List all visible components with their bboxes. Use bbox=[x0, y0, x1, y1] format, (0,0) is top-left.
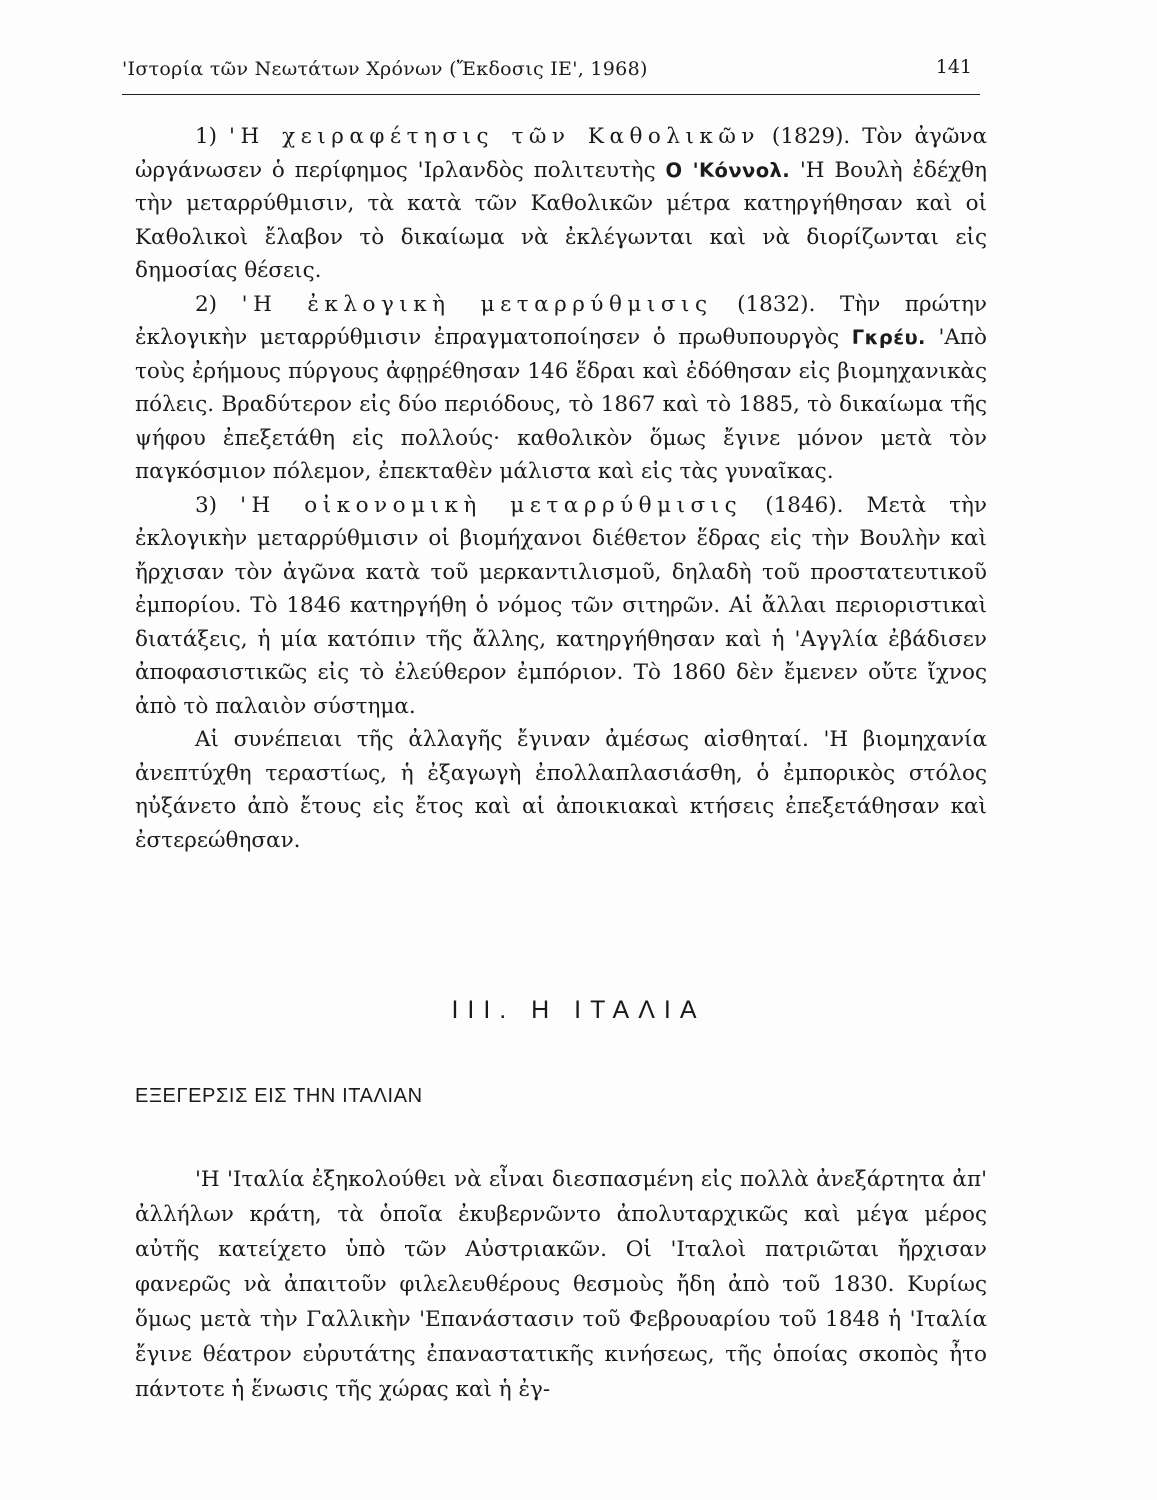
paragraph-text: Μετὰ τὴν ἐκλογικὴν μεταρρύθμισιν οἱ βιομήχανοι διέθετον ἕδρας εἰς τὴν Βουλὴν καὶ ἤρχισαν τὸν ἀγῶνα κατὰ τοῦ μερκαντιλισμοῦ, δηλαδὴ τοῦ προστατευτικοῦ ἐμπορίου. Τὸ 1846 κατηργήθη ὁ νόμος τῶν σιτηρῶν. Αἱ ἄλλαι περιοριστικαὶ διατάξεις, ἡ μία κατόπιν τῆς ἄλλης, κατηργήθησαν καὶ ἡ 'Αγγλία ἐβάδισεν ἀποφασιστικῶς εἰς τὸ ἐλεύθερον ἐμπόριον. Τὸ 1860 δὲν ἔμενεν οὔτε ἴχνος ἀπὸ τὸ παλαιὸν σύστημα. bbox=[135, 492, 987, 719]
paragraph-italy: 'Η 'Ιταλία ἐξηκολούθει νὰ εἶναι διεσπασμένη εἰς πολλὰ ἀνεξάρτητα ἀπ' ἀλλήλων κράτη, τὰ ὁποῖα ἐκυβερνῶντο ἀπολυταρχικῶς καὶ μέγα μέρος αὐτῆς κατείχετο ὑπὸ τῶν Αὐστριακῶν. Οἱ 'Ιταλοὶ πατριῶται ἤρχισαν φανερῶς νὰ ἀπαιτοῦν φιλελευθέρους θεσμοὺς ἤδη ἀπὸ τοῦ 1830. Κυρίως ὅμως μετὰ τὴν Γαλλικὴν 'Επανάστασιν τοῦ Φεβρουαρίου τοῦ 1848 ἡ 'Ιταλία ἔγινε θέατρον εὐρυτάτης ἐπαναστατικῆς κινήσεως, τῆς ὁποίας σκοπὸς ἦτο πάντοτε ἡ ἕνωσις τῆς χώρας καὶ ἡ ἐγ- bbox=[135, 1167, 987, 1402]
person-name: Ο 'Κόννολ. bbox=[665, 158, 791, 182]
item-heading: 'Η χειραφέτησις τῶν Καθολικῶν bbox=[229, 124, 760, 149]
paragraph-text: 'Η Βουλὴ ἐδέχθη τὴν μεταρρύθμισιν, τὰ κατὰ τῶν Καθολικῶν μέτρα κατηργήθησαν καὶ οἱ Καθολικοὶ ἔλαβον τὸ δικαίωμα νὰ ἐκλέγωνται καὶ νὰ διορίζωνται εἰς δημοσίας θέσεις. bbox=[135, 157, 987, 283]
page-number: 141 bbox=[935, 56, 972, 78]
paragraph-economic-reform bbox=[135, 489, 987, 724]
paragraph-text: 'Απὸ τοὺς ἐρήμους πύργους ἀφῃρέθησαν 146 ἕδραι καὶ ἐδόθησαν εἰς βιομηχανικὰς πόλεις. Βραδύτερον εἰς δύο περιόδους, τὸ 1867 καὶ τὸ 1885, τὸ δικαίωμα τῆς ψήφου ἐπεξετάθη εἰς πολλούς· καθολικὸν ὅμως ἔγινε μόνον μετὰ τὸν παγκόσμιον πόλεμον, ἐπεκταθὲν μάλιστα καὶ εἰς τὰς γυναῖκας. bbox=[135, 325, 987, 484]
chapter-title: ΙΙΙ. Η ΙΤΑΛΙΑ bbox=[451, 996, 706, 1024]
reforms-section bbox=[135, 120, 987, 857]
header-rule bbox=[122, 94, 980, 95]
item-year: (1829). bbox=[759, 124, 851, 149]
paragraph-consequences: Αἱ συνέπειαι τῆς ἀλλαγῆς ἔγιναν ἀμέσως αἰσθηταί. 'Η βιομηχανία ἀνεπτύχθη τεραστίως, ἡ ἐξαγωγὴ ἐπολλαπλασιάσθη, ὁ ἐμπορικὸς στόλος ηὐξάνετο ἀπὸ ἔτους εἰς ἔτος καὶ αἱ ἀποικιακαὶ κτήσεις ἐπεξετάθησαν καὶ ἐστερεώθησαν. bbox=[135, 727, 987, 853]
paragraph-text: Τὸν ἀγῶνα ὠργάνωσεν ὁ περίφημος 'Ιρλανδὸς πολιτευτὴς bbox=[135, 124, 988, 183]
item-year: (1846). bbox=[742, 492, 844, 518]
italy-section bbox=[135, 1162, 987, 1407]
page-header bbox=[122, 56, 980, 90]
paragraph-electoral-reform bbox=[135, 288, 987, 489]
person-name: Γκρέυ. bbox=[851, 326, 926, 349]
paragraph-text: Τὴν πρώτην ἐκλογικὴν μεταρρύθμισιν ἐπραγματοποίησεν ὁ πρωθυπουργὸς bbox=[135, 291, 988, 350]
item-number: 3) bbox=[195, 492, 241, 518]
item-heading: 'Η ἐκλογικὴ μεταρρύθμισις bbox=[241, 291, 713, 317]
item-number: 1) bbox=[195, 124, 230, 149]
paragraph-catholic-emancipation bbox=[135, 120, 987, 288]
running-head: 'Ιστορία τῶν Νεωτάτων Χρόνων (Ἔκδοσις ΙΕ', 1968) bbox=[122, 58, 648, 80]
subsection-title: ΕΞΕΓΕΡΣΙΣ ΕΙΣ ΤΗΝ ΙΤΑΛΙΑΝ bbox=[135, 1085, 423, 1107]
item-heading: 'Η οἰκονομικὴ μεταρρύθμισις bbox=[240, 492, 743, 518]
item-year: (1832). bbox=[712, 291, 816, 317]
item-number: 2) bbox=[195, 291, 242, 317]
